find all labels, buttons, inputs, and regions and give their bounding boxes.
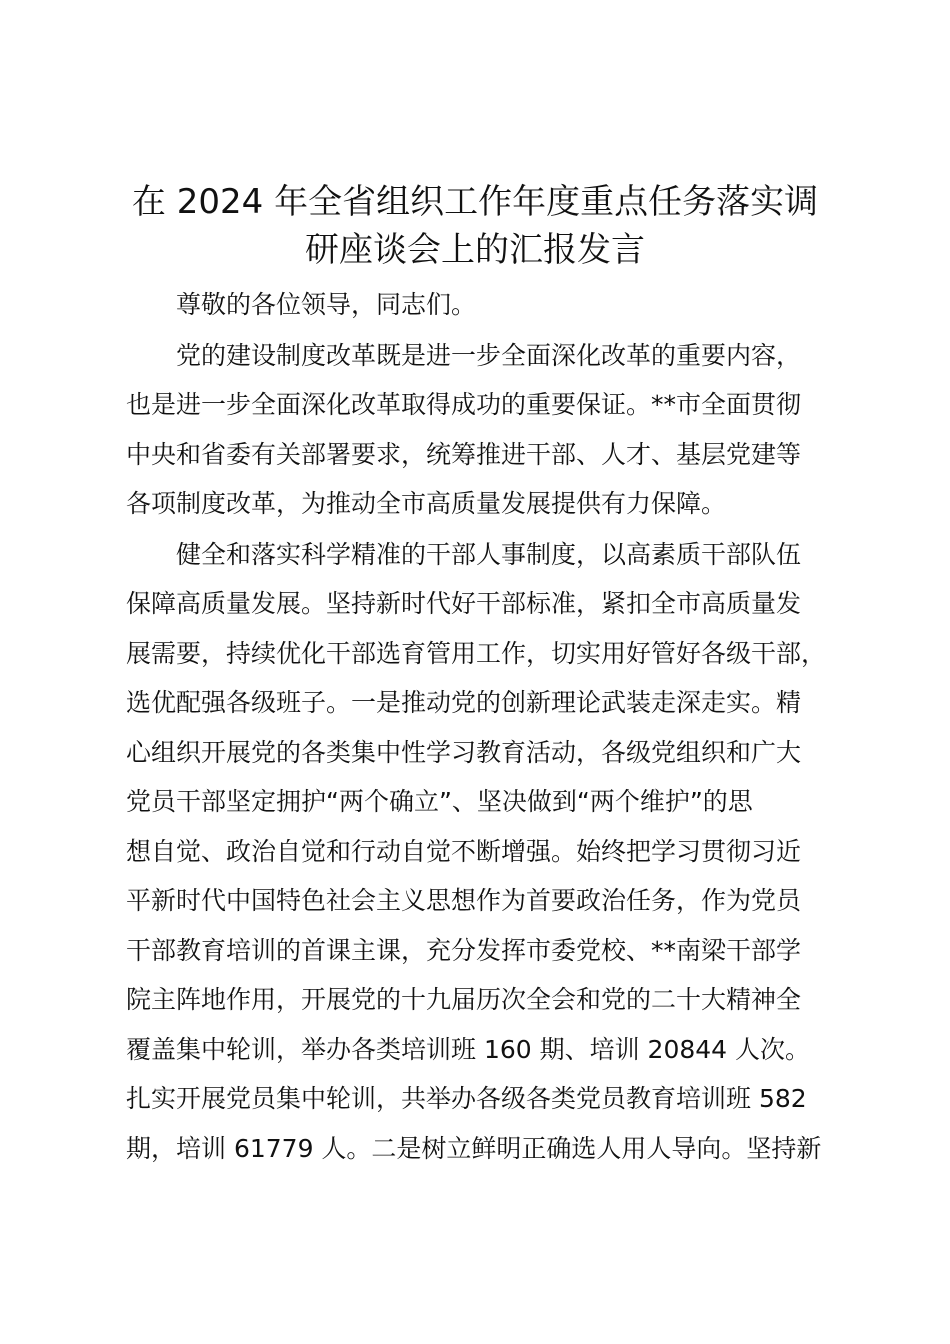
paragraph-1-line: 各项制度改革，为推动全市高质量发展提供有力保障。 (126, 489, 727, 518)
paragraph-2-line: 扎实开展党员集中轮训，共举办各级各类党员教育培训班 582 (126, 1084, 807, 1113)
paragraph-2-line: 覆盖集中轮训，举办各类培训班 160 期、培训 20844 人次。 (126, 1034, 811, 1064)
paragraph-2-line: 展需要，持续优化干部选育管用工作，切实用好管好各级干部， (126, 638, 827, 668)
paragraph-2-line: 选优配强各级班子。一是推动党的创新理论武装走深走实。精 (126, 688, 802, 717)
paragraph-2-line: 期，培训 61779 人。二是树立鲜明正确选人用人导向。坚持新 (126, 1133, 822, 1163)
salutation: 尊敬的各位领导，同志们。 (176, 290, 477, 319)
paragraph-1-line: 也是进一步全面深化改革取得成功的重要保证。**市全面贯彻 (126, 390, 802, 419)
paragraph-1-line: 中央和省委有关部署要求，统筹推进干部、人才、基层党建等 (126, 439, 802, 469)
paragraph-2-line: 保障高质量发展。坚持新时代好干部标准，紧扣全市高质量发 (126, 589, 802, 618)
paragraph-2-line: 党员干部坚定拥护“两个确立”、坚决做到“两个维护”的思 (126, 787, 753, 816)
paragraph-2-line: 心组织开展党的各类集中性学习教育活动，各级党组织和广大 (126, 737, 802, 767)
paragraph-2-line: 干部教育培训的首课主课，充分发挥市委党校、**南梁干部学 (126, 935, 802, 965)
paragraph-2-line: 平新时代中国特色社会主义思想作为首要政治任务，作为党员 (126, 886, 802, 915)
document-title (120, 178, 830, 274)
document-body (126, 280, 836, 1173)
paragraph-2-line: 想自觉、政治自觉和行动自觉不断增强。始终把学习贯彻习近 (126, 836, 802, 866)
title-line-1: 在 2024 年全省组织工作年度重点任务落实调 (131, 182, 819, 222)
title-line-2: 研座谈会上的汇报发言 (305, 230, 645, 270)
paragraph-2-line: 院主阵地作用，开展党的十九届历次全会和党的二十大精神全 (126, 985, 802, 1014)
paragraph-1-line: 党的建设制度改革既是进一步全面深化改革的重要内容， (176, 340, 802, 370)
paragraph-2-line: 健全和落实科学精准的干部人事制度，以高素质干部队伍 (176, 539, 802, 569)
